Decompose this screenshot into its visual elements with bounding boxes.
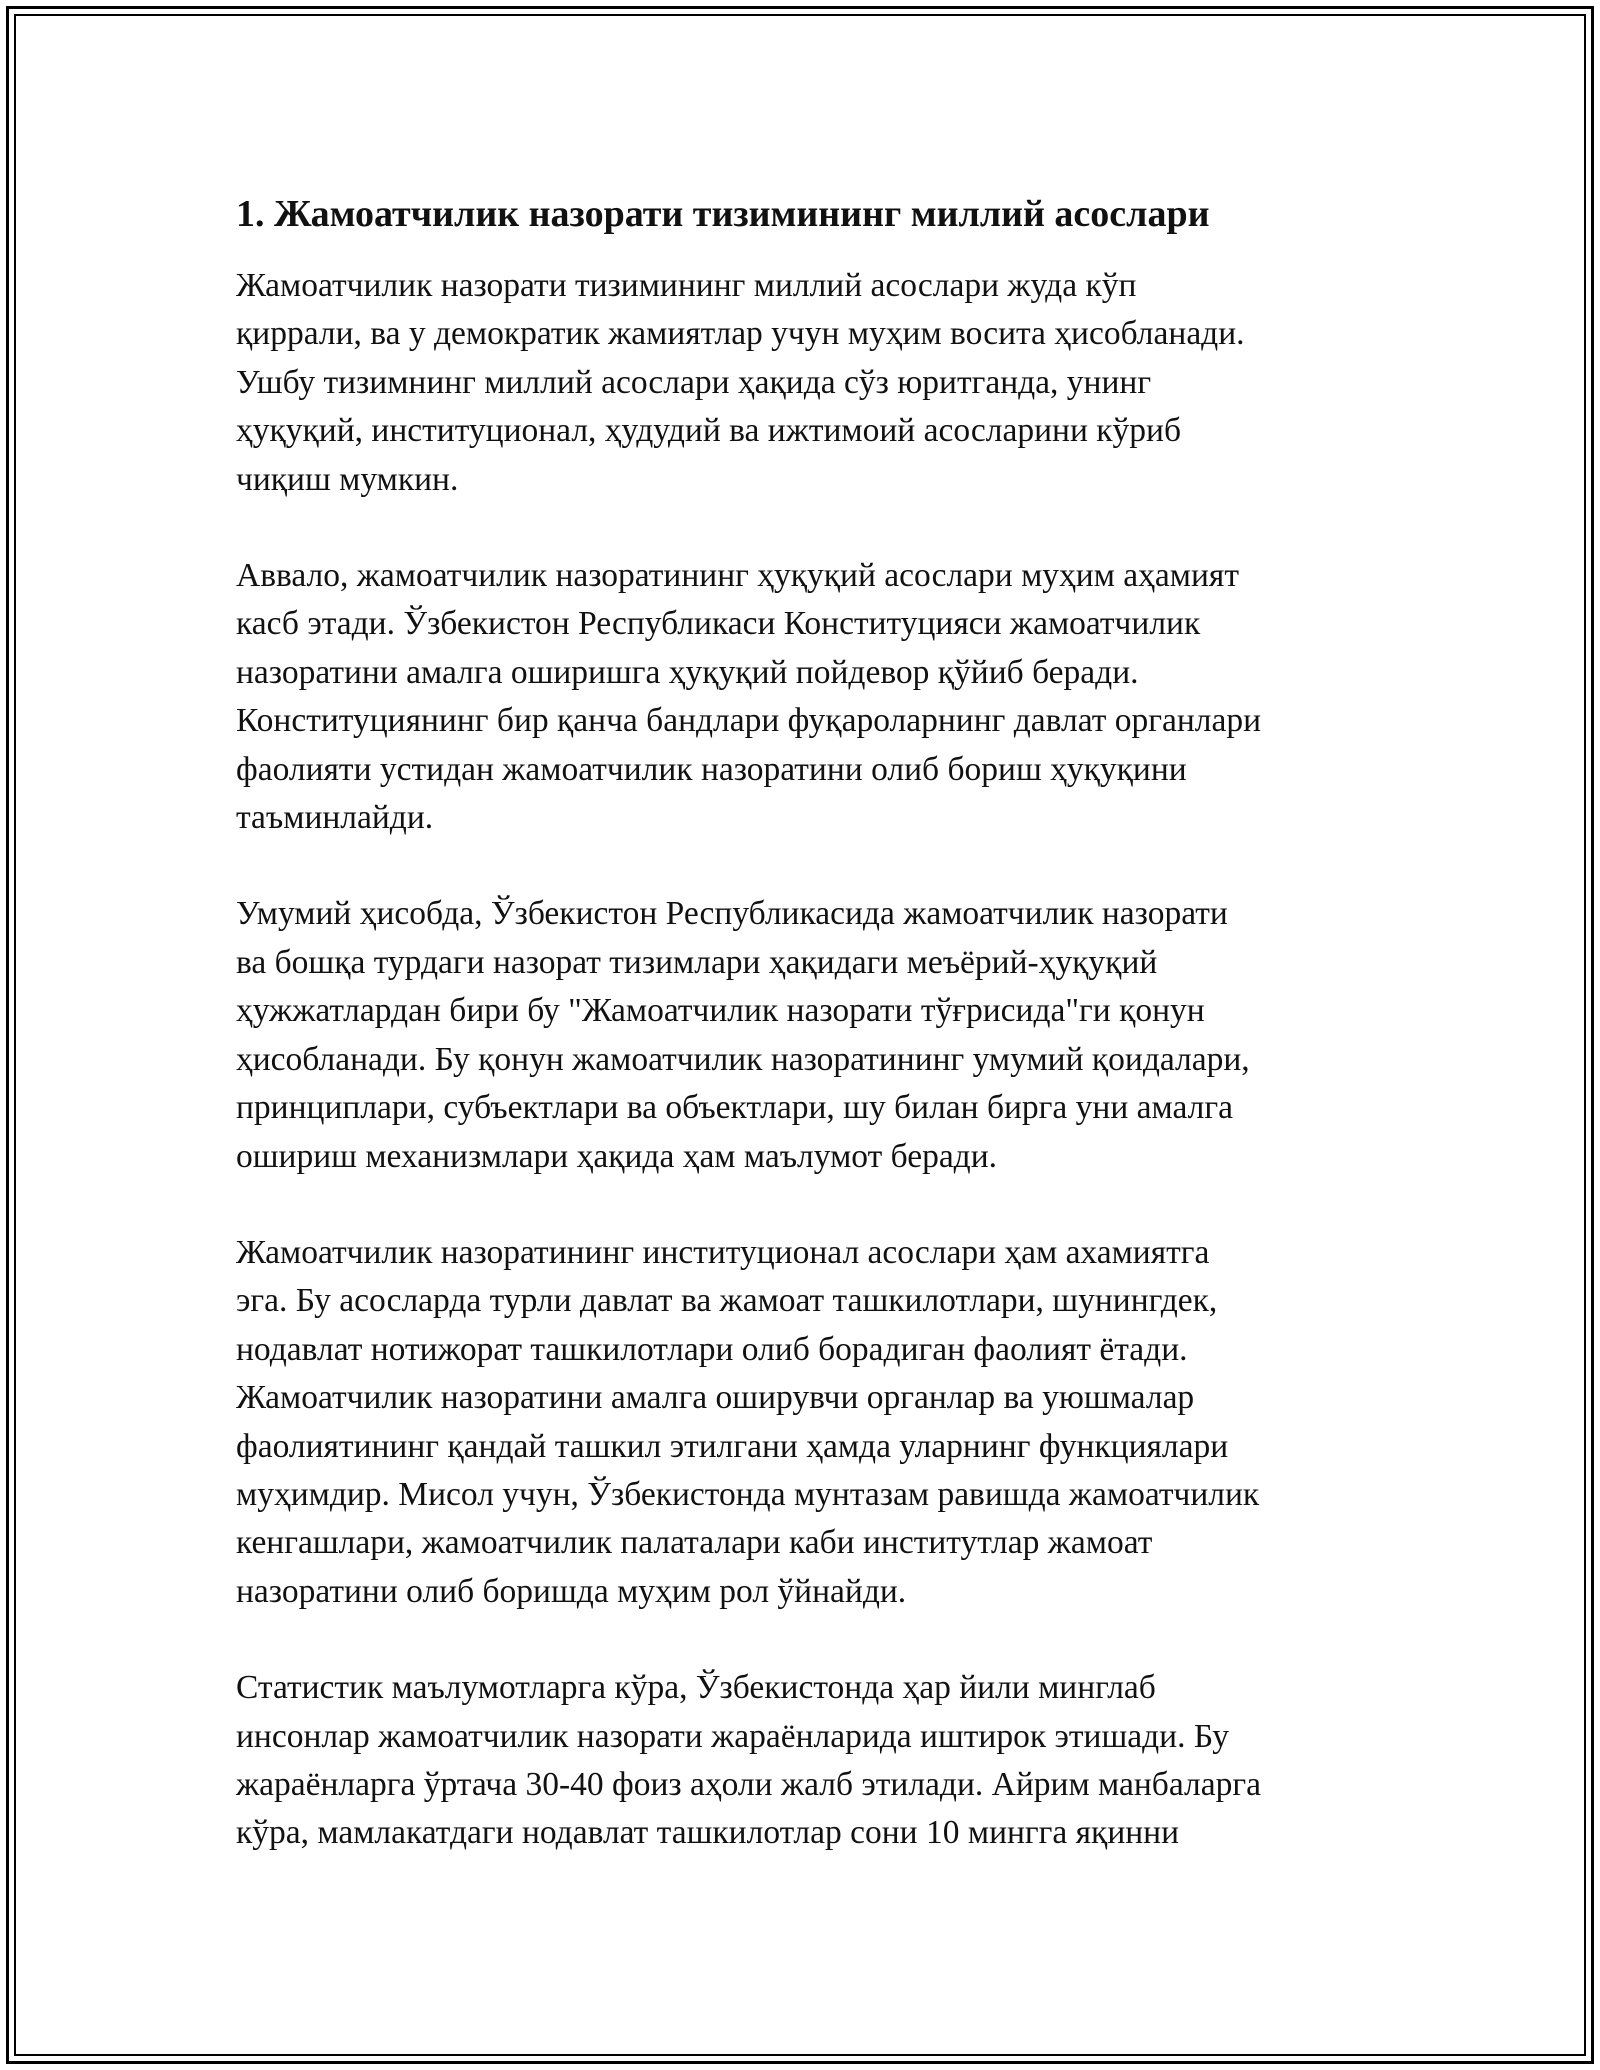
paragraph-5	[236, 1664, 1376, 1858]
paragraph-3	[236, 890, 1376, 1180]
document-body	[236, 186, 1376, 1906]
text-line: чиқиш мумкин.	[236, 460, 459, 498]
text-line: назоратини олиб боришда муҳим рол ўйнайди.	[236, 1572, 907, 1610]
text-line: ҳужжатлардан бири бу "Жамоатчилик назорати тўғрисида"ги қонун	[236, 992, 1205, 1030]
paragraph-1	[236, 262, 1376, 504]
text-line: назоратини амалга оширишга ҳуқуқий пойдевор қўйиб беради.	[236, 653, 1139, 691]
text-line: Конституциянинг бир қанча бандлари фуқароларнинг давлат органлари	[236, 702, 1262, 740]
text-line: принциплари, субъектлари ва объектлари, шу билан бирга уни амалга	[236, 1089, 1233, 1127]
paragraph-4	[236, 1229, 1376, 1616]
text-line: муҳимдир. Мисол учун, Ўзбекистонда мунтазам равишда жамоатчилик	[236, 1475, 1260, 1513]
text-line: Статистик маълумотларга кўра, Ўзбекистонда ҳар йили минглаб	[236, 1669, 1156, 1707]
text-line: касб этади. Ўзбекистон Республикаси Конституцияси жамоатчилик	[236, 605, 1201, 643]
text-line: ошириш механизмлари ҳақида ҳам маълумот беради.	[236, 1137, 998, 1175]
text-line: инсонлар жамоатчилик назорати жараёнларида иштирок этишади. Бу	[236, 1717, 1229, 1755]
text-line: Аввало, жамоатчилик назоратининг ҳуқуқий асослари муҳим аҳамият	[236, 557, 1239, 595]
text-line: фаолияти устидан жамоатчилик назоратини олиб бориш ҳуқуқини	[236, 750, 1187, 788]
text-line: Жамоатчилик назоратини амалга оширувчи органлар ва уюшмалар	[236, 1379, 1195, 1417]
text-line: таъминлайди.	[236, 799, 434, 837]
text-line: кўра, мамлакатдаги нодавлат ташкилотлар сони 10 мингга яқинни	[236, 1814, 1180, 1852]
text-line: ва бошқа турдаги назорат тизимлари ҳақидаги меъёрий-ҳуқуқий	[236, 943, 1158, 981]
text-line: Ушбу тизимнинг миллий асослари ҳақида сўз юритганда, унинг	[236, 363, 1152, 401]
text-line: қиррали, ва у демократик жамиятлар учун муҳим восита ҳисобланади.	[236, 315, 1245, 353]
paragraph-2	[236, 552, 1376, 842]
text-line: Жамоатчилик назорати тизимининг миллий асослари жуда кўп	[236, 267, 1137, 304]
text-line: Жамоатчилик назоратининг институционал асослари ҳам ахамиятга	[236, 1233, 1210, 1271]
text-line: ҳисобланади. Бу қонун жамоатчилик назоратининг умумий қоидалари,	[236, 1040, 1250, 1078]
text-line: ҳуқуқий, институционал, ҳудудий ва ижтимоий асосларини кўриб	[236, 412, 1182, 450]
text-line: жараёнларга ўртача 30-40 фоиз аҳоли жалб этилади. Айрим манбаларга	[236, 1765, 1261, 1803]
text-line: эга. Бу асосларда турли давлат ва жамоат ташкилотлари, шунингдек,	[236, 1282, 1218, 1320]
text-line: Умумий ҳисобда, Ўзбекистон Республикасида жамоатчилик назорати	[236, 895, 1228, 933]
section-heading: 1. Жамоатчилик назорати тизимининг миллий асослари	[236, 193, 1210, 235]
text-line: кенгашлари, жамоатчилик палаталари каби институтлар жамоат	[236, 1524, 1153, 1562]
text-line: нодавлат нотижорат ташкилотлари олиб борадиган фаолият ётади.	[236, 1330, 1188, 1368]
text-line: фаолиятининг қандай ташкил этилгани ҳамда уларнинг функциялари	[236, 1427, 1229, 1465]
